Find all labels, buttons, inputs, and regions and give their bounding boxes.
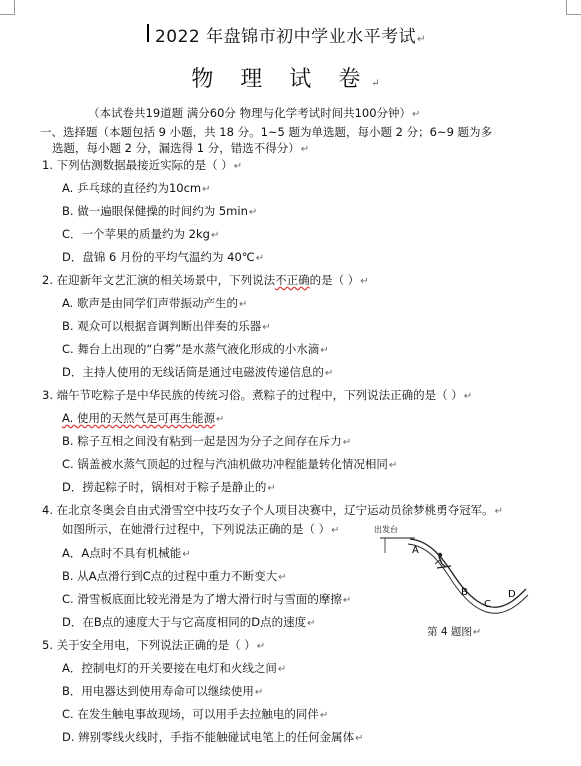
- question-5-option-a[interactable]: A．控制电灯的开关要接在电灯和火线之间↵: [62, 661, 287, 675]
- question-4-option-d[interactable]: D．在B点的速度大于与它高度相同的D点的速度↵: [62, 615, 316, 629]
- question-2-option-b[interactable]: B. 观众可以根据音调判断出伴奏的乐器↵: [62, 319, 271, 333]
- question-1-option-a[interactable]: A. 乒乓球的直径约为10cm↵: [62, 181, 211, 195]
- question-4-option-b[interactable]: B. 从A点滑行到C点的过程中重力不断变大↵: [62, 569, 287, 583]
- start-platform-label: 出发台: [374, 525, 398, 534]
- question-5-option-c[interactable]: C. 在发生触电事故现场，可以用手去拉触电的同伴↵: [62, 707, 329, 721]
- question-3-option-b[interactable]: B. 粽子互相之间没有粘到一起是因为分子之间存在斥力↵: [62, 434, 352, 448]
- question-3-option-a[interactable]: A. 使用的天然气是可再生能源↵: [62, 411, 225, 425]
- question-1-option-c[interactable]: C．一个苹果的质量约为 2kg↵: [62, 227, 220, 241]
- question-4-option-a[interactable]: A．A点时不具有机械能↵: [62, 546, 191, 560]
- section-heading[interactable]: [40, 124, 570, 158]
- question-5-option-b[interactable]: B．用电器达到使用寿命可以继续使用↵: [62, 684, 264, 698]
- figure-caption[interactable]: 第 4 题图↵: [427, 626, 482, 638]
- question-5-option-d[interactable]: D. 辨别零线火线时，手指不能触碰试电笔上的任何金属体↵: [62, 730, 364, 744]
- question-2-option-d[interactable]: D．主持人使用的无线话筒是通过电磁波传递信息的↵: [62, 365, 334, 379]
- point-b-label: B: [461, 587, 468, 598]
- question-2-stem[interactable]: 2. 在迎新年文艺汇演的相关场景中，下列说法不正确的是（ ）↵: [42, 273, 369, 287]
- question-4-stem[interactable]: 4. 在北京冬奥会自由式滑雪空中技巧女子个人项目决赛中，辽宁运动员徐梦桃勇夺冠军。↵: [42, 503, 504, 517]
- question-1-option-d[interactable]: D．盘锦 6 月份的平均气温约为 40℃↵: [62, 250, 265, 264]
- question-2-option-c[interactable]: C. 舞台上出现的“白雾”是水蒸气液化形成的小水滴↵: [62, 342, 329, 356]
- question-4-stem-line2[interactable]: 如图所示，在她滑行过程中，下列说法正确的是（ ）↵: [62, 522, 340, 536]
- page-corner-mark: [566, 0, 581, 15]
- point-d-label: D: [508, 589, 516, 600]
- page-corner-mark: [0, 0, 15, 15]
- question-1-option-b[interactable]: B. 做一遍眼保健操的时间约为 5min↵: [62, 204, 258, 218]
- exam-title[interactable]: 2022 年盘锦市初中学业水平考试↵: [154, 27, 427, 47]
- question-3-stem[interactable]: 3. 端午节吃粽子是中华民族的传统习俗。煮粽子的过程中，下列说法正确的是（ ）↵: [42, 388, 473, 402]
- question-2-option-a[interactable]: A. 歌声是由同学们声带振动产生的↵: [62, 296, 248, 310]
- question-5-stem[interactable]: 5. 关于安全用电，下列说法正确的是（ ）↵: [42, 638, 266, 652]
- exam-info[interactable]: （本试卷共19道题 满分60分 物理与化学考试时间共100分钟）↵: [88, 106, 421, 120]
- subject-title[interactable]: 物 理 试 卷↵: [191, 67, 390, 92]
- question-3-option-d[interactable]: D．捞起粽子时，锅相对于粽子是静止的↵: [62, 480, 276, 494]
- question-1-stem[interactable]: 1. 下列估测数据最接近实际的是（ ）↵: [42, 158, 243, 172]
- point-c-label: C: [484, 599, 491, 610]
- emphasis-not-correct: 不正确: [275, 273, 310, 287]
- section-line: 一、选择题（本题包括 9 小题，共 18 分。1~5 题为单选题，每小题 2 分；6~9 题为多: [40, 125, 493, 139]
- question-3-option-c[interactable]: C. 锅盖被水蒸气顶起的过程与汽油机做功冲程能量转化情况相同↵: [62, 457, 398, 471]
- point-a-label: A: [412, 545, 419, 556]
- question-4-option-c[interactable]: C. 滑雪板底面比较光滑是为了增大滑行时与雪面的摩擦↵: [62, 592, 352, 606]
- section-line: 选题，每小题 2 分，漏选得 1 分，错选不得分）↵: [52, 141, 310, 155]
